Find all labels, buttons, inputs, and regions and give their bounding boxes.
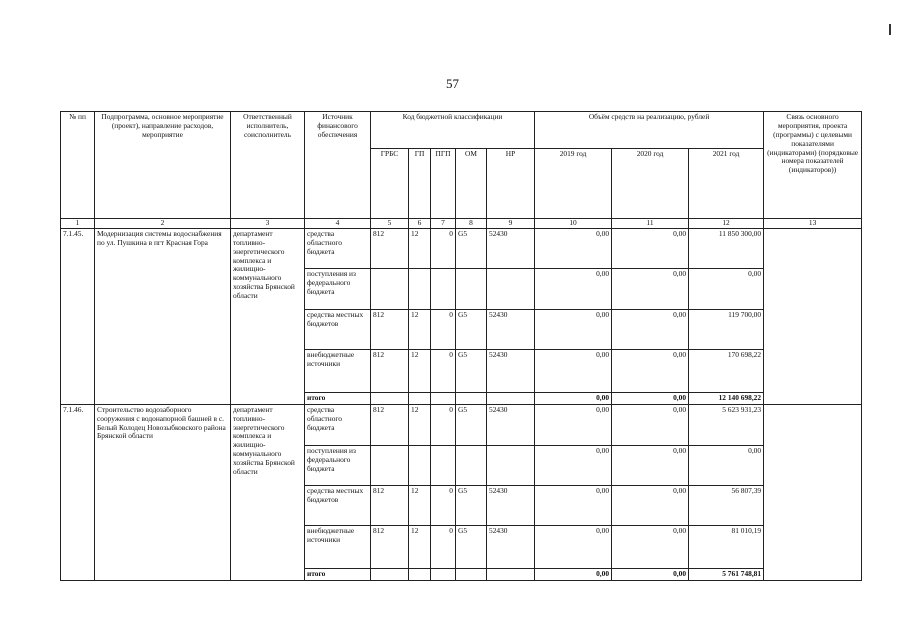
amount-2021: 0,00 [689,445,764,485]
code-grbs: 812 [371,309,409,349]
code-grbs: 812 [371,485,409,525]
header-2021: 2021 год [689,149,764,219]
code-om [456,445,487,485]
header-amount: Объём средств на реализацию, рублей [535,112,764,149]
amount-2020: 0,00 [612,349,689,392]
budget-table [60,111,862,581]
code-gp: 12 [409,309,431,349]
amount-2019: 0,00 [535,485,612,525]
funding-source: поступления из федерального бюджета [305,268,371,309]
header-om: ОМ [456,149,487,219]
code-grbs: 812 [371,404,409,445]
code-grbs: 812 [371,349,409,392]
code-grbs: 812 [371,228,409,268]
code-np: 52430 [487,485,535,525]
total-2020: 0,00 [612,568,689,580]
amount-2019: 0,00 [535,228,612,268]
code-om: G5 [456,404,487,445]
code-pgp: 0 [431,349,456,392]
header-program: Подпрограмма, основное мероприятие (проект), направление расходов, мероприятие [95,112,231,219]
project-title: Модернизация системы водоснабжения по ул. Пушкина в пгт Красная Гора [95,228,231,404]
code-np: 52430 [487,525,535,568]
column-number: 6 [409,219,431,229]
project-executor: департамент топливно-энергетического комплекса и жилищно-коммунального хозяйства Брянской области [231,404,305,580]
header-pgp: ПГП [431,149,456,219]
table-row [61,404,862,445]
column-number: 2 [95,219,231,229]
table-row [61,228,862,268]
margin-mark [889,24,891,35]
code-gp: 12 [409,525,431,568]
amount-2020: 0,00 [612,485,689,525]
column-number: 12 [689,219,764,229]
funding-source: поступления из федерального бюджета [305,445,371,485]
code-grbs [371,268,409,309]
project-title: Строительство водозаборного сооружения с водонапорной башней в с. Белый Колодец Новозыбковского района Брянской области [95,404,231,580]
code-np: 52430 [487,404,535,445]
amount-2021: 0,00 [689,268,764,309]
code-pgp: 0 [431,485,456,525]
code-om: G5 [456,525,487,568]
code-pgp: 0 [431,228,456,268]
code-grbs [371,445,409,485]
funding-source: средства местных бюджетов [305,485,371,525]
code-gp [409,268,431,309]
amount-2019: 0,00 [535,349,612,392]
code-om: G5 [456,485,487,525]
column-numbers-row [61,219,862,229]
project-number: 7.1.45. [61,228,95,404]
column-number: 13 [764,219,862,229]
total-2019: 0,00 [535,392,612,404]
amount-2020: 0,00 [612,445,689,485]
funding-source: средства областного бюджета [305,228,371,268]
code-np: 52430 [487,349,535,392]
amount-2019: 0,00 [535,445,612,485]
total-2019: 0,00 [535,568,612,580]
column-number: 7 [431,219,456,229]
funding-source: внебюджетные источники [305,525,371,568]
code-np: 52430 [487,309,535,349]
amount-2019: 0,00 [535,404,612,445]
header-gp: ГП [409,149,431,219]
indicator-link [764,404,862,580]
funding-source: средства местных бюджетов [305,309,371,349]
amount-2020: 0,00 [612,525,689,568]
amount-2020: 0,00 [612,228,689,268]
column-number: 3 [231,219,305,229]
code-gp: 12 [409,228,431,268]
amount-2019: 0,00 [535,525,612,568]
total-2021: 5 761 748,81 [689,568,764,580]
code-om: G5 [456,309,487,349]
header-budget-code: Код бюджетной классификации [371,112,535,149]
indicator-link [764,228,862,404]
amount-2021: 5 623 931,23 [689,404,764,445]
code-om: G5 [456,228,487,268]
column-number: 1 [61,219,95,229]
amount-2020: 0,00 [612,268,689,309]
total-label: итого [305,392,371,404]
code-grbs: 812 [371,525,409,568]
header-link: Связь основного мероприятия, проекта (программы) с целевыми показателями (индикаторами) (порядковые номера показателей (индикаторов)) [764,112,862,219]
amount-2021: 11 850 300,00 [689,228,764,268]
total-2021: 12 140 698,22 [689,392,764,404]
funding-source: внебюджетные источники [305,349,371,392]
column-number: 10 [535,219,612,229]
column-number: 9 [487,219,535,229]
project-number: 7.1.46. [61,404,95,580]
amount-2020: 0,00 [612,404,689,445]
code-pgp: 0 [431,404,456,445]
code-pgp [431,268,456,309]
column-number: 5 [371,219,409,229]
amount-2021: 170 698,22 [689,349,764,392]
code-pgp [431,445,456,485]
column-number: 11 [612,219,689,229]
code-pgp: 0 [431,525,456,568]
code-pgp: 0 [431,309,456,349]
code-gp [409,445,431,485]
code-gp: 12 [409,404,431,445]
amount-2019: 0,00 [535,309,612,349]
header-2020: 2020 год [612,149,689,219]
amount-2020: 0,00 [612,309,689,349]
header-np: НР [487,149,535,219]
code-om [456,268,487,309]
amount-2021: 81 010,19 [689,525,764,568]
header-grbs: ГРБС [371,149,409,219]
column-number: 8 [456,219,487,229]
header-no: № пп [61,112,95,219]
amount-2021: 56 807,39 [689,485,764,525]
amount-2019: 0,00 [535,268,612,309]
code-gp: 12 [409,349,431,392]
code-gp: 12 [409,485,431,525]
code-om: G5 [456,349,487,392]
funding-source: средства областного бюджета [305,404,371,445]
project-executor: департамент топливно-энергетического комплекса и жилищно-коммунального хозяйства Брянской области [231,228,305,404]
code-np [487,268,535,309]
header-source: Источник финансового обеспечения [305,112,371,219]
header-2019: 2019 год [535,149,612,219]
amount-2021: 119 700,00 [689,309,764,349]
code-np: 52430 [487,228,535,268]
total-2020: 0,00 [612,392,689,404]
page-number: 57 [446,76,459,91]
column-number: 4 [305,219,371,229]
total-label: итого [305,568,371,580]
code-np [487,445,535,485]
header-executor: Ответственный исполнитель, соисполнитель [231,112,305,219]
